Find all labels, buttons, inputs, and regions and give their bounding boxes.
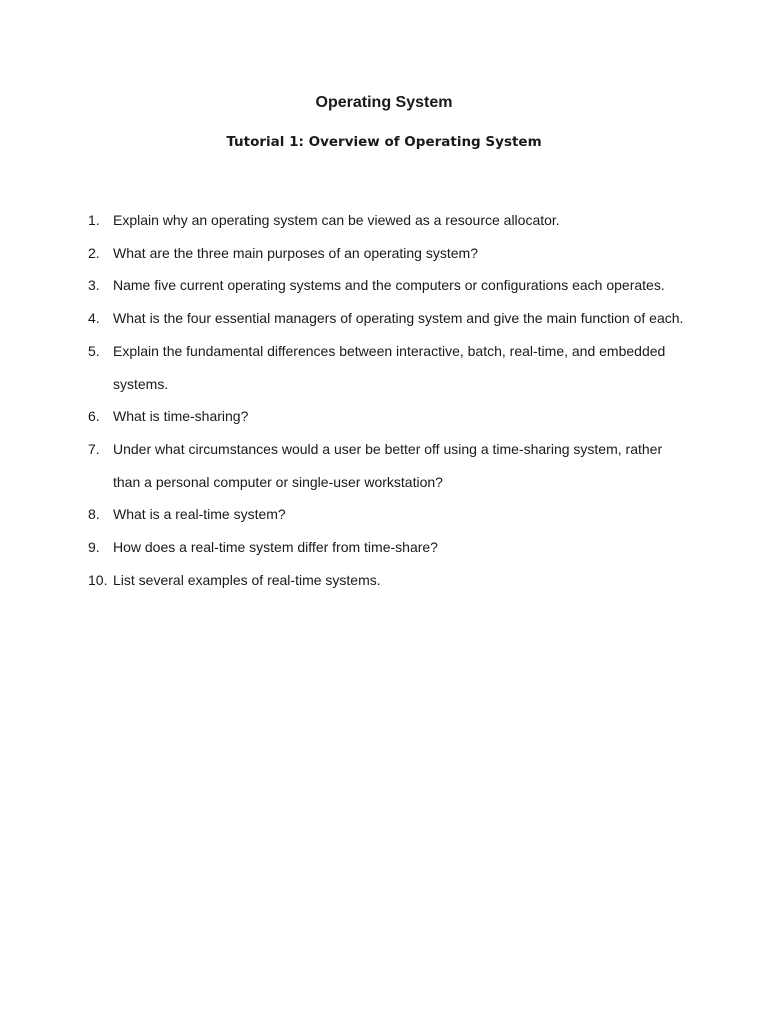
question-item-5 <box>88 335 688 400</box>
question-text: Explain why an operating system can be viewed as a resource allocator. <box>113 212 560 228</box>
page-title: Operating System <box>315 94 453 111</box>
question-number: 8. <box>88 506 100 523</box>
question-number: 5. <box>88 342 100 359</box>
question-text: What is a real-time system? <box>113 506 286 523</box>
question-item-2 <box>88 237 688 270</box>
question-item-8 <box>88 498 688 531</box>
question-text: Explain the fundamental differences between interactive, batch, real-time, and embedded systems. <box>113 342 666 392</box>
page-subtitle: Tutorial 1: Overview of Operating System <box>226 134 542 150</box>
question-item-10 <box>88 564 688 597</box>
question-number: 3. <box>88 277 100 294</box>
question-text: Under what circumstances would a user be better off using a time-sharing system, rather than a personal computer or single-user workstation? <box>113 440 663 490</box>
question-item-7 <box>88 433 688 498</box>
question-number: 10. <box>88 571 108 588</box>
question-text: What are the three main purposes of an operating system? <box>113 244 478 261</box>
question-item-6 <box>88 400 688 433</box>
question-item-1 <box>88 204 688 237</box>
question-number: 1. <box>88 212 100 228</box>
question-text: What is time-sharing? <box>113 408 249 425</box>
question-number: 9. <box>88 539 100 556</box>
question-list <box>88 204 688 596</box>
question-text: List several examples of real-time systems. <box>113 571 381 588</box>
question-number: 2. <box>88 244 100 261</box>
question-item-9 <box>88 531 688 564</box>
question-text: What is the four essential managers of operating system and give the main function of each. <box>113 310 684 327</box>
question-item-3 <box>88 269 688 302</box>
question-number: 6. <box>88 408 100 425</box>
question-text: Name five current operating systems and the computers or configurations each operates. <box>113 277 665 294</box>
question-text: How does a real-time system differ from time-share? <box>113 539 438 556</box>
question-number: 4. <box>88 310 100 327</box>
question-item-4 <box>88 302 688 335</box>
question-number: 7. <box>88 440 100 457</box>
